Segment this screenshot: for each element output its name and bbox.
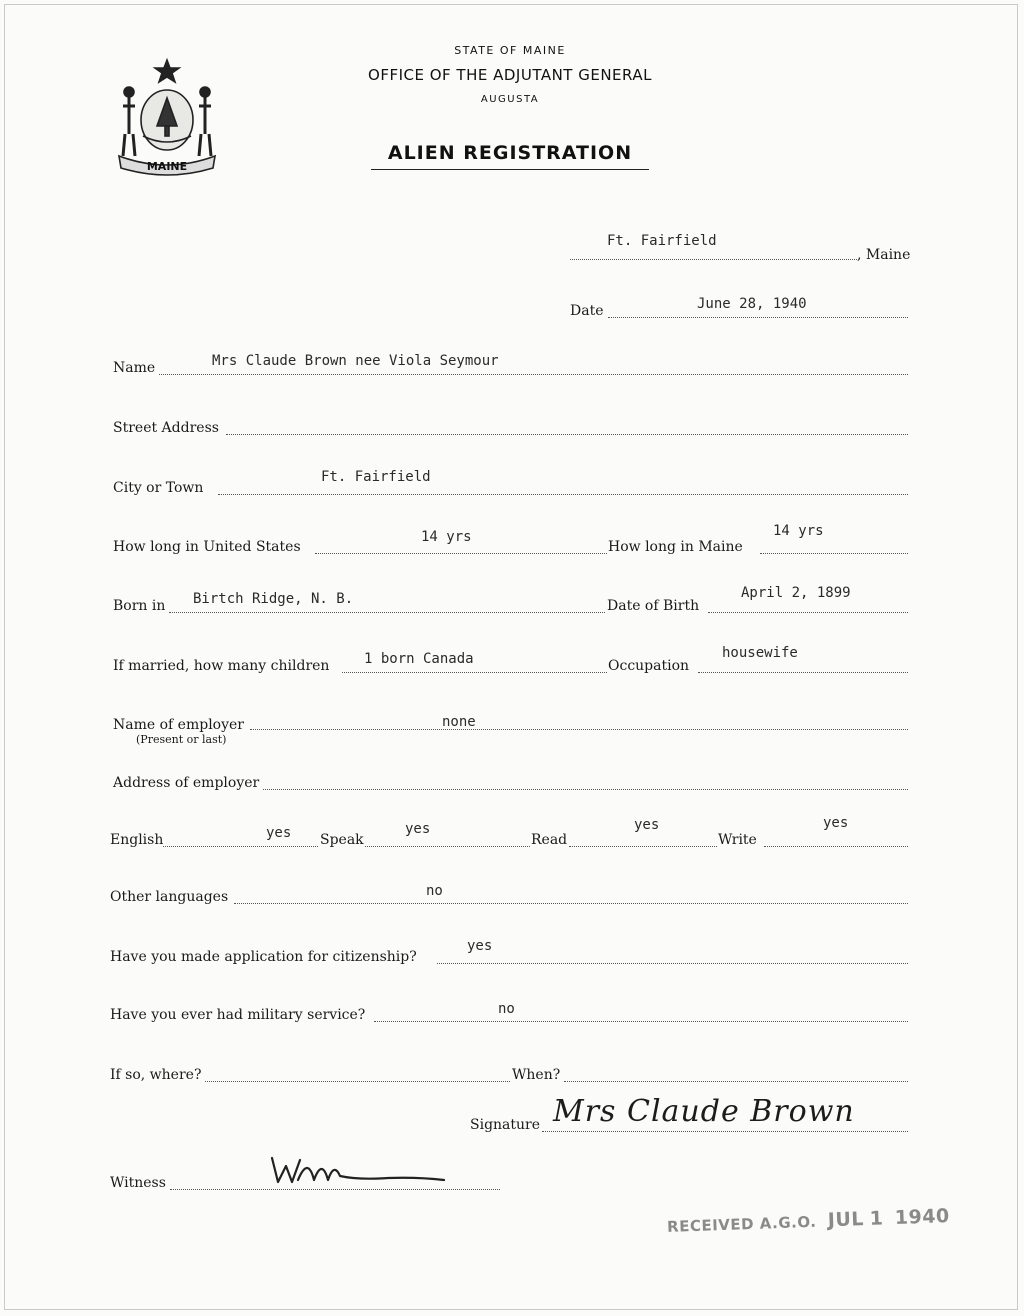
english-value: yes — [266, 825, 292, 841]
city-label: City or Town — [113, 480, 204, 496]
form-title: ALIEN REGISTRATION — [387, 142, 633, 164]
place-suffix: , Maine — [857, 247, 911, 263]
employer-line — [250, 729, 908, 730]
street-label: Street Address — [113, 420, 219, 436]
other-languages-value: no — [426, 883, 443, 899]
maine-duration-label: How long in Maine — [608, 539, 743, 555]
read-label: Read — [531, 832, 568, 848]
us-duration-line — [315, 553, 607, 554]
signature-label: Signature — [470, 1117, 541, 1133]
other-languages-line — [234, 903, 908, 904]
employer-value: none — [442, 714, 476, 730]
signature-line — [542, 1131, 908, 1132]
header-office: OFFICE OF THE ADJUTANT GENERAL — [368, 66, 652, 84]
read-value: yes — [634, 817, 660, 833]
english-label: English — [110, 832, 164, 848]
other-languages-label: Other languages — [110, 889, 229, 905]
write-line — [764, 846, 908, 847]
citizenship-label: Have you made application for citizenship? — [110, 949, 417, 965]
header-city: AUGUSTA — [480, 94, 540, 105]
speak-value: yes — [405, 821, 431, 837]
seal-text: MAINE — [146, 160, 188, 173]
write-label: Write — [718, 832, 757, 848]
maine-duration-line — [760, 553, 908, 554]
street-line — [226, 434, 908, 435]
employer-address-label: Address of employer — [113, 775, 260, 791]
title-underline — [371, 169, 649, 170]
city-value: Ft. Fairfield — [321, 469, 431, 485]
date-label: Date — [570, 303, 604, 319]
occupation-line — [698, 672, 908, 673]
stamp-month: JUL — [827, 1208, 865, 1232]
born-in-label: Born in — [113, 598, 166, 614]
read-line — [569, 846, 717, 847]
name-value: Mrs Claude Brown nee Viola Seymour — [212, 353, 499, 369]
occupation-label: Occupation — [608, 658, 690, 674]
place-line — [570, 259, 857, 260]
citizenship-line — [437, 963, 908, 964]
employer-label: Name of employer — [113, 717, 244, 733]
city-line — [218, 494, 908, 495]
stamp-received: RECEIVED A.G.O. — [666, 1212, 817, 1236]
military-value: no — [498, 1001, 515, 1017]
place-value: Ft. Fairfield — [607, 233, 717, 249]
state-seal-icon — [113, 56, 221, 180]
employer-note: (Present or last) — [136, 733, 227, 746]
children-label: If married, how many children — [113, 658, 330, 674]
witness-signature-mark — [268, 1150, 448, 1190]
employer-address-line — [263, 789, 908, 790]
citizenship-value: yes — [467, 938, 493, 954]
english-line — [163, 846, 318, 847]
us-duration-value: 14 yrs — [421, 529, 472, 545]
military-line — [374, 1021, 908, 1022]
signature-handwritten: Mrs Claude Brown — [553, 1094, 855, 1129]
birth-date-value: April 2, 1899 — [741, 585, 851, 601]
maine-duration-value: 14 yrs — [773, 523, 824, 539]
document-border — [4, 4, 1018, 1310]
children-value: 1 born Canada — [364, 651, 474, 667]
children-line — [342, 672, 607, 673]
date-value: June 28, 1940 — [697, 296, 807, 312]
header-state: STATE OF MAINE — [454, 44, 566, 57]
stamp-day: 1 — [869, 1207, 884, 1230]
name-line — [159, 374, 908, 375]
birth-date-label: Date of Birth — [607, 598, 700, 614]
witness-label: Witness — [110, 1175, 166, 1191]
speak-line — [365, 846, 530, 847]
born-in-line — [169, 612, 605, 613]
when-label: When? — [512, 1067, 561, 1083]
where-line — [205, 1081, 510, 1082]
date-line — [608, 317, 908, 318]
where-label: If so, where? — [110, 1067, 202, 1083]
write-value: yes — [823, 815, 849, 831]
occupation-value: housewife — [722, 645, 798, 661]
military-label: Have you ever had military service? — [110, 1007, 366, 1023]
when-line — [564, 1081, 908, 1082]
birth-date-line — [708, 612, 908, 613]
speak-label: Speak — [320, 832, 364, 848]
us-duration-label: How long in United States — [113, 539, 301, 555]
born-in-value: Birtch Ridge, N. B. — [193, 591, 354, 607]
name-label: Name — [113, 360, 156, 376]
stamp-year: 1940 — [894, 1205, 951, 1229]
